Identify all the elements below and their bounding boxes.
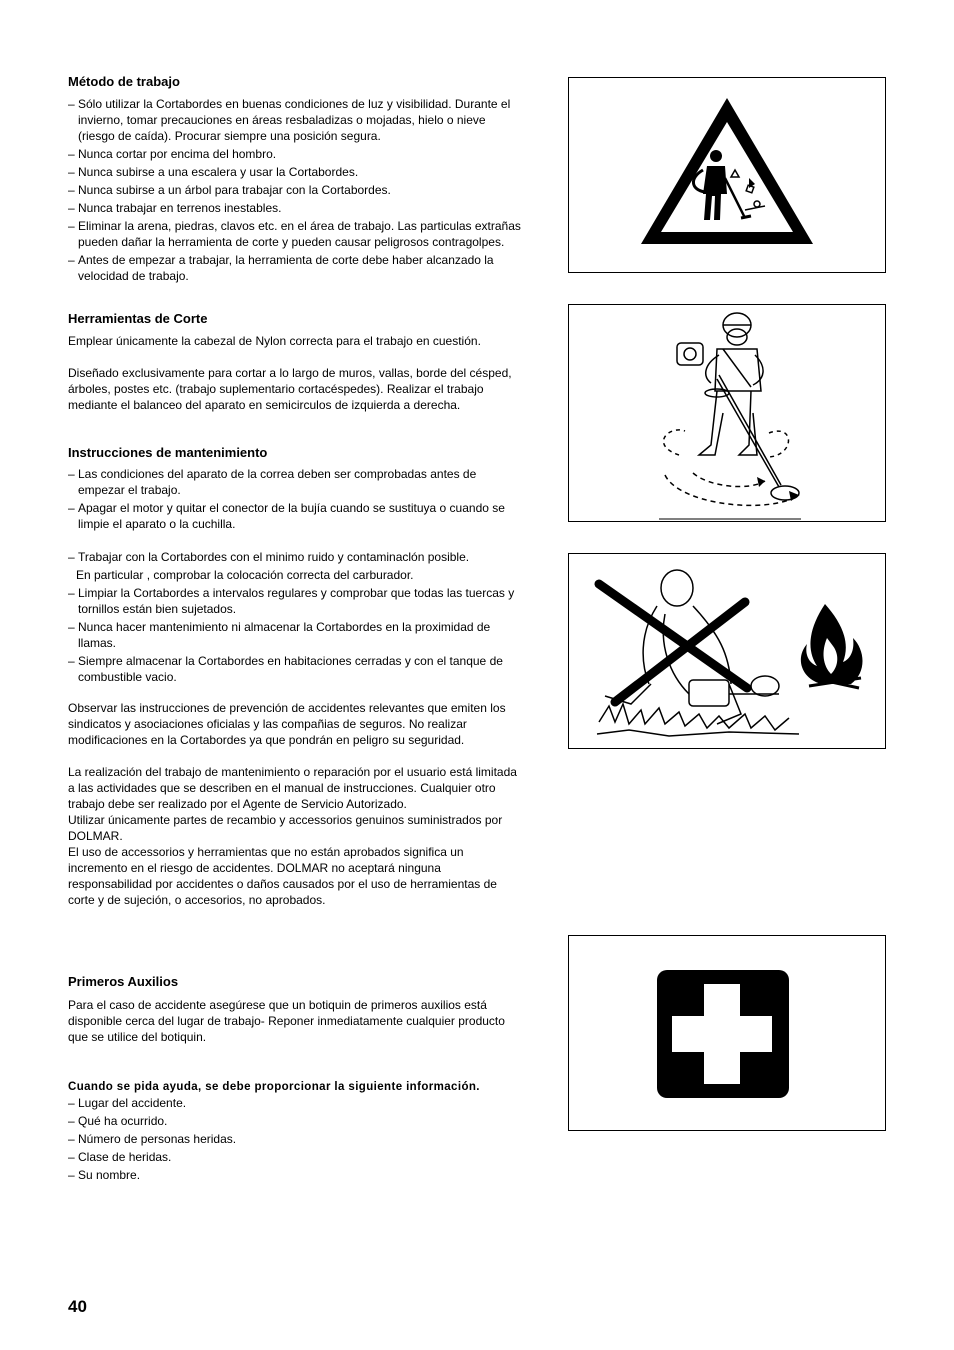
bold-instruction: Cuando se pida ayuda, se debe proporcionar la siguiente información.	[68, 1081, 480, 1093]
list-item: – Eliminar la arena, piedras, clavos etc. en el área de trabajo. Las particulas extrañas pueden dañar la herramienta de corte y pueden causar peligrosos contragolpes.	[68, 218, 524, 250]
list-item: – Sólo utilizar la Cortabordes en buenas condiciones de luz y visibilidad. Durante el invierno, tomar precauciones en áreas resbaladizas o mojadas, hielo o nieve (riesgo de caída). Procurar siempre una posición segura.	[68, 96, 524, 144]
paragraph: Observar las instrucciones de prevención de accidentes relevantes que emiten los sindicatos y asociaciones oficialas y las compañias de seguros. No realizar modificaciones en la Cortabordes ya que pondrán en peligro su seguridad.	[68, 701, 506, 747]
auxilios-text	[68, 997, 524, 1045]
list-item: – Siempre almacenar la Cortabordes en habitaciones cerradas y con el tanque de combustible vacio.	[68, 653, 524, 685]
list-item-continuation: En particular , comprobar la colocación correcta del carburador.	[76, 568, 414, 582]
list-item: – Las condiciones del aparato de la correa deben ser comprobadas antes de empezar el trabajo.	[68, 466, 524, 498]
section-title-herramientas: Herramientas de Corte	[68, 311, 208, 326]
mantenimiento-paragraphs	[68, 700, 524, 908]
paragraph: Diseñado exclusivamente para cortar a lo largo de muros, vallas, borde del césped, árboles, postes etc. (trabajo suplementario cortacéspedes). Realizar el trabajo mediante el balanceo del aparato en semicirculos de izquierda a derecha.	[68, 366, 512, 412]
first-aid-figure	[568, 935, 886, 1131]
list-item: – Su nombre.	[68, 1167, 524, 1183]
mantenimiento-list-a	[68, 466, 524, 534]
list-item: – Trabajar con la Cortabordes con el minimo ruido y contaminaclón posible.	[68, 549, 524, 565]
warning-triangle-figure	[568, 77, 886, 273]
list-item: – Nunca hacer mantenimiento ni almacenar la Cortabordes en la proximidad de llamas.	[68, 619, 524, 651]
warning-triangle-icon	[569, 78, 885, 272]
list-item: – Limpiar la Cortabordes a intervalos regulares y comprobar que todas las tuercas y tornillos están bien sujetados.	[68, 585, 524, 617]
list-item: – Nunca cortar por encima del hombro.	[68, 146, 524, 162]
no-fire-maintenance-figure	[568, 553, 886, 749]
paragraph: La realización del trabajo de mantenimiento o reparación por el usuario está limitada a las actividades que se describen en el manual de instrucciones. Cualquier otro trabajo debe ser realizado por el Agente de Servicio Autorizado.	[68, 765, 517, 811]
paragraph: Emplear únicamente la cabezal de Nylon correcta para el trabajo en cuestión.	[68, 334, 481, 348]
section-title-metodo: Método de trabajo	[68, 74, 180, 89]
section-title-auxilios: Primeros Auxilios	[68, 974, 179, 989]
no-smoking-fire-icon	[569, 554, 885, 748]
list-item: – Nunca subirse a una escalera y usar la Cortabordes.	[68, 164, 524, 180]
paragraph: Utilizar únicamente partes de recambio y accessorios genuinos suministrados por DOLMAR.	[68, 813, 503, 843]
list-item: – Apagar el motor y quitar el conector de la bujía cuando se sustituya o cuando se limpie el aparato o la cuchilla.	[68, 500, 524, 532]
metodo-list	[68, 96, 524, 286]
operator-trimming-figure	[568, 304, 886, 522]
first-aid-cross-icon	[569, 936, 885, 1130]
auxilios-info	[68, 1080, 524, 1185]
list-item: – Nunca subirse a un árbol para trabajar con la Cortabordes.	[68, 182, 524, 198]
list-item: – Clase de heridas.	[68, 1149, 524, 1165]
list-item: – Nunca trabajar en terrenos inestables.	[68, 200, 524, 216]
page-number: 40	[68, 1297, 87, 1316]
paragraph: Para el caso de accidente asegúrese que un botiquin de primeros auxilios está disponible cerca del lugar de trabajo- Reponer inmediatamente cualquier producto que se utilice del botiquin.	[68, 998, 505, 1044]
list-item: – Antes de empezar a trabajar, la herramienta de corte debe haber alcanzado la velocidad de trabajo.	[68, 252, 524, 284]
mantenimiento-list-b	[68, 549, 524, 687]
list-item: – Qué ha ocurrido.	[68, 1113, 524, 1129]
list-item: – Lugar del accidente.	[68, 1095, 524, 1111]
herramientas-text	[68, 333, 524, 413]
list-item: – Número de personas heridas.	[68, 1131, 524, 1147]
paragraph: El uso de accessorios y herramientas que no están aprobados significa un incremento en el riesgo de accidentes. DOLMAR no aceptará ninguna responsabilidad por accidentes o daños causados por el uso de herramientas de corte y de sujeción, o accesorios, no aprobados.	[68, 845, 497, 907]
operator-illustration-icon	[569, 305, 885, 521]
section-title-mantenimiento: Instrucciones de mantenimiento	[68, 445, 268, 460]
